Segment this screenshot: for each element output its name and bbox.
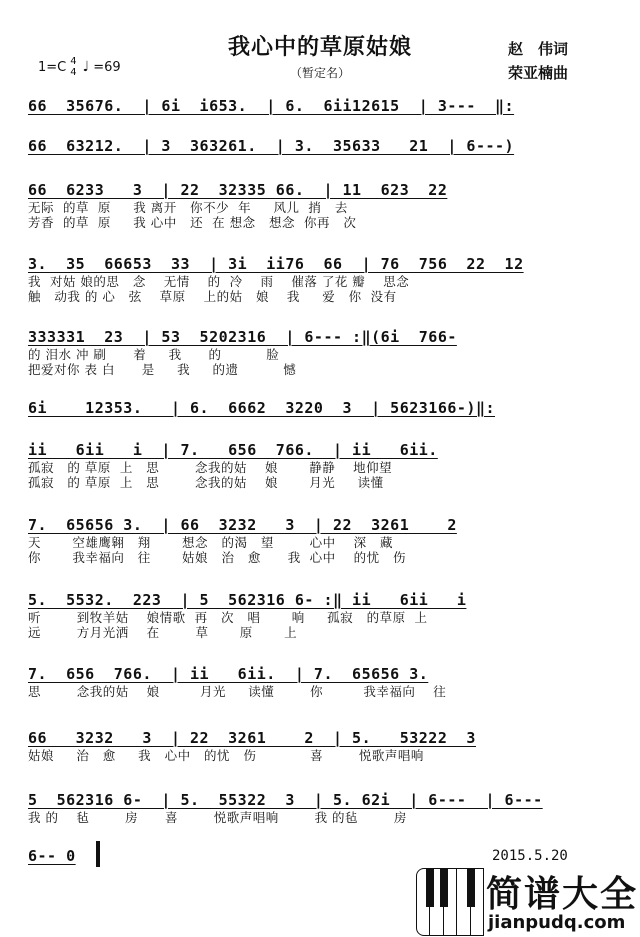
lyric-line-2: 孤寂 的 草原 上 思 念我的姑 娘 月光 读懂 (28, 475, 384, 490)
notes-line: 66 63212. | 3 363261. | 3. 35633 21 | 6---) (28, 137, 515, 155)
score-row-11 (28, 728, 618, 763)
score-row-6 (28, 398, 618, 418)
score-row-1 (28, 96, 618, 116)
notes-line: 7. 656 766. | ii 6ii. | 7. 65656 3. (28, 665, 429, 683)
logo-text: 简谱大全 (486, 874, 639, 915)
lyric-line-1: 的 泪水 冲 刷 着 我 的 脸 (28, 347, 280, 362)
lyric-line-1: 姑娘 治 愈 我 心中 的忧 伤 喜 悦歌声唱响 (28, 748, 424, 763)
notes-line: 3. 35 66653 33 | 3i ii76 66 | 76 756 22 12 (28, 255, 524, 273)
score-row-3 (28, 180, 618, 230)
score-row-4 (28, 254, 618, 304)
white-key (417, 869, 430, 935)
notes-line: ii 6ii i | 7. 656 766. | ii 6ii. (28, 441, 438, 459)
logo-url: jianpudq.com (488, 912, 626, 933)
tempo-label: =69 (93, 59, 121, 75)
lyric-line-1: 孤寂 的 草原 上 思 念我的姑 娘 静静 地仰望 (28, 460, 393, 475)
lyric-line-1: 听 到牧羊姑 娘情歌 再 次 唱 响 孤寂 的草原 上 (28, 610, 428, 625)
lyricist-credit: 赵 伟词 (508, 40, 569, 58)
lyric-line-1: 我 的 毡 房 喜 悦歌声唱响 我 的毡 房 (28, 810, 407, 825)
lyric-line-2: 触 动我 的 心 弦 草原 上的姑 娘 我 爱 你 没有 (28, 289, 397, 304)
time-signature (70, 56, 76, 78)
score-row-2 (28, 136, 618, 156)
composer-credit: 荣亚楠曲 (508, 64, 569, 82)
lyric-line-1: 无际 的草 原 我 离开 你不少 年 风儿 捎 去 (28, 200, 348, 215)
white-key (471, 869, 483, 935)
notes-line: 66 6233 3 | 22 32335 66. | 11 623 22 (28, 181, 448, 199)
lyric-line-2: 你 我幸福向 往 姑娘 治 愈 我 心中 的忧 伤 (28, 550, 406, 565)
time-bottom: 4 (70, 67, 77, 78)
white-key (444, 869, 457, 935)
score-row-9 (28, 590, 618, 640)
white-key (430, 869, 443, 935)
lyric-line-1: 思 念我的姑 娘 月光 读懂 你 我幸福向 往 (28, 684, 447, 699)
notes-line: 66 3232 3 | 22 3261 2 | 5. 53222 3 (28, 729, 476, 747)
key-signature (38, 56, 121, 78)
notes-line: 5 562316 6- | 5. 55322 3 | 5. 62i | 6--- | 6--- (28, 791, 543, 809)
lyric-line-1: 天 空雄鹰翱 翔 想念 的渴 望 心中 深 藏 (28, 535, 393, 550)
score-row-12 (28, 790, 618, 825)
site-logo[interactable] (416, 866, 640, 937)
score-row-10 (28, 664, 618, 699)
notes-line: 7. 65656 3. | 66 3232 3 | 22 3261 2 (28, 516, 457, 534)
quarter-note-icon: ♩ (82, 59, 90, 75)
time-top: 4 (70, 56, 77, 67)
lyric-line-2: 把爱对你 表 白 是 我 的遗 憾 (28, 362, 297, 377)
notes-line: 333331 23 | 53 5202316 | 6--- :‖(6i 766- (28, 328, 457, 346)
white-key (457, 869, 470, 935)
notes-line: 6-- 0 (28, 847, 76, 865)
score-row-8 (28, 515, 618, 565)
score-row-7 (28, 440, 618, 490)
song-subtitle: （暂定名） (289, 66, 350, 80)
notes-line: 6i 12353. | 6. 6662 3220 3 | 5623166-)‖: (28, 399, 496, 417)
score-row-5 (28, 327, 618, 377)
song-title: 我心中的草原姑娘 (227, 35, 412, 60)
lyric-line-2: 远 方月光洒 在 草 原 上 (28, 625, 298, 640)
date-stamp: 2015.5.20 (492, 848, 568, 864)
key-label: 1=C (38, 59, 67, 75)
notes-line: 5. 5532. 223 | 5 562316 6- :‖ ii 6ii i (28, 591, 467, 609)
piano-keys-icon (416, 868, 484, 936)
notes-line: 66 35676. | 6i i653. | 6. 6ii12615 | 3--- ‖: (28, 97, 515, 115)
lyric-line-1: 我 对姑 娘的思 念 无情 的 冷 雨 催落 了花 瓣 思念 (28, 274, 410, 289)
final-barline (96, 841, 100, 867)
lyric-line-2: 芳香 的草 原 我 心中 还 在 想念 想念 你再 次 (28, 215, 357, 230)
